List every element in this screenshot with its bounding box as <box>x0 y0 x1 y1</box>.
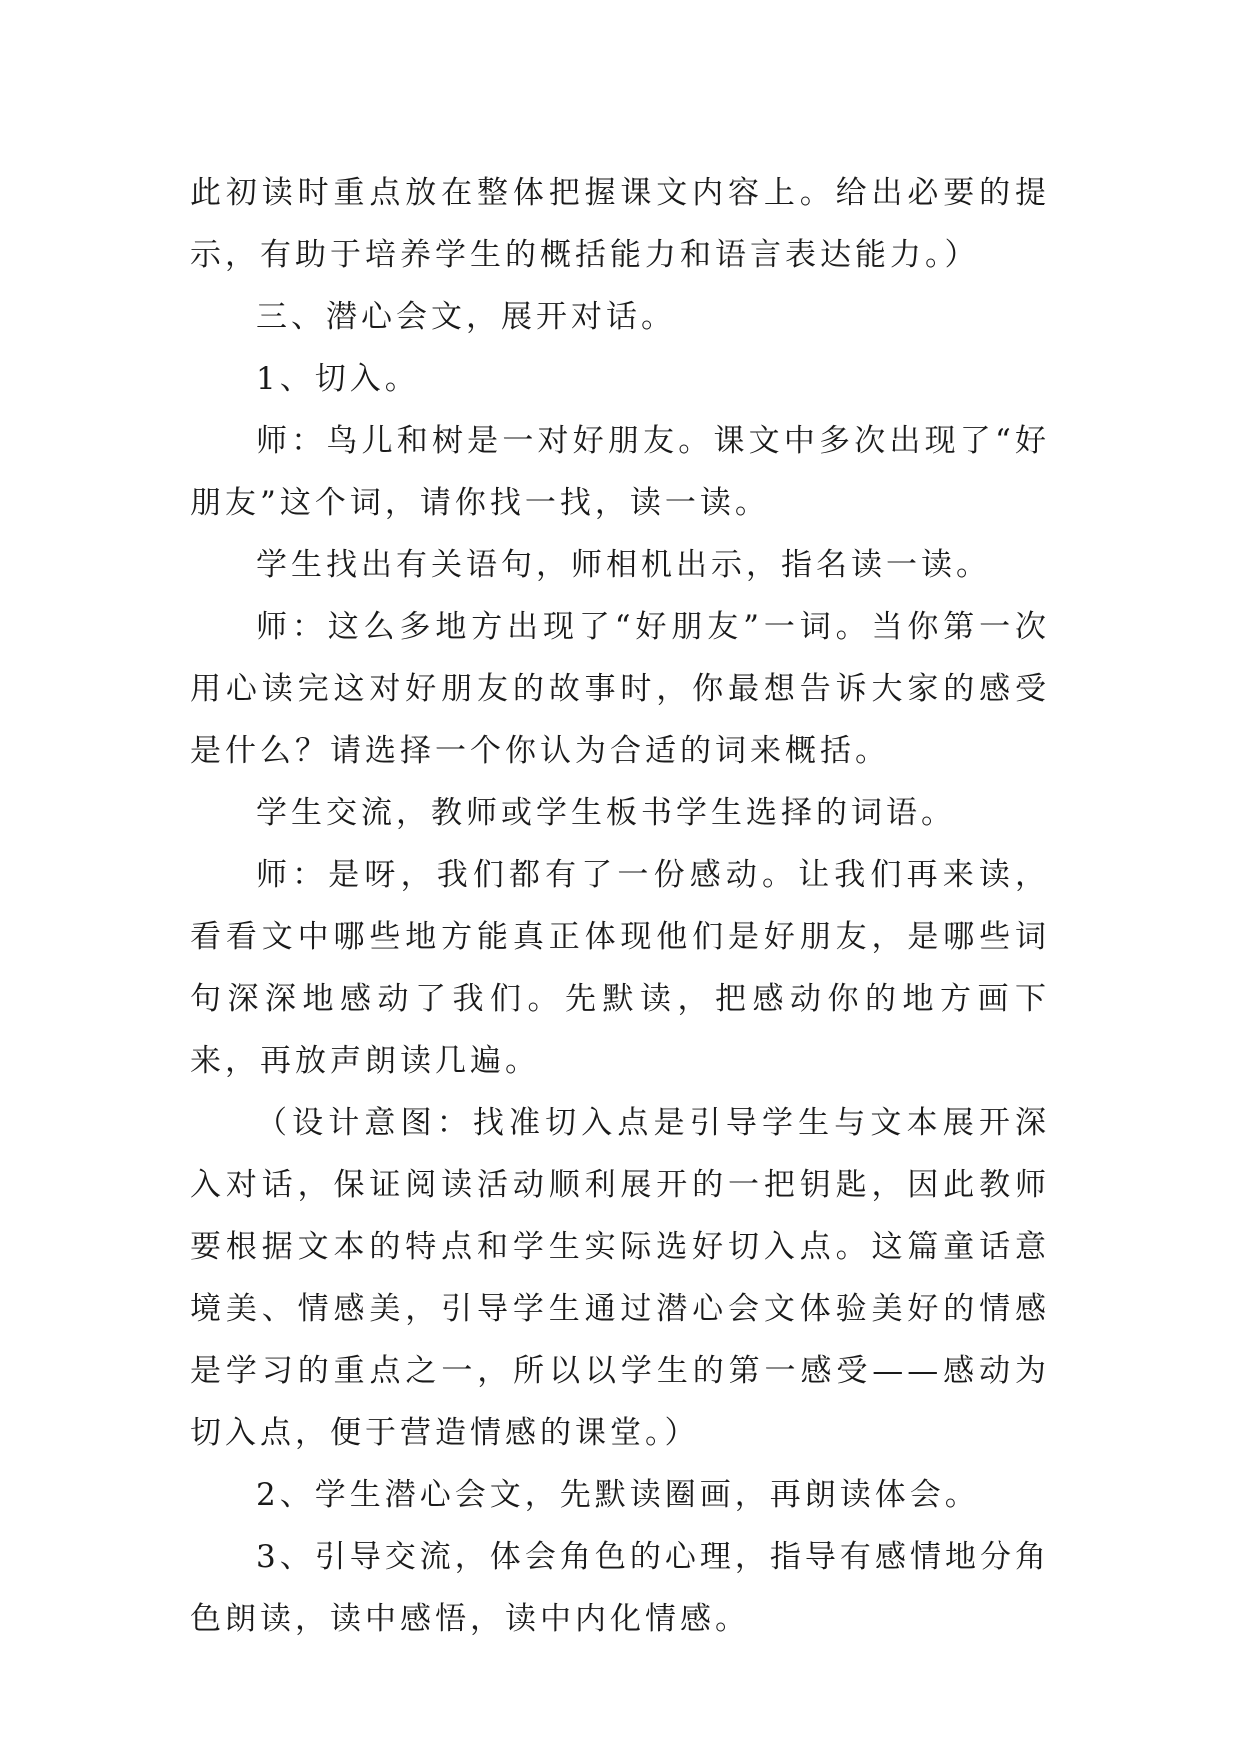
step-1-heading: 1、切入。 <box>256 361 420 397</box>
teacher-line-1: 师：鸟儿和树是一对好朋友。课文中多次出现了“好朋友”这个词，请你找一找，读一读。 <box>190 423 1050 521</box>
teacher-line-2: 师：这么多地方出现了“好朋友”一词。当你第一次用心读完这对好朋友的故事时，你最想告诉大家的感受是什么？请选择一个你认为合适的词来概括。 <box>190 609 1050 769</box>
document-body <box>190 162 1050 1650</box>
student-activity-1: 学生找出有关语句，师相机出示，指名读一读。 <box>256 547 991 583</box>
section-heading-3: 三、潜心会文，展开对话。 <box>256 299 676 335</box>
step-2: 2、学生潜心会文，先默读圈画，再朗读体会。 <box>256 1477 980 1513</box>
teacher-line-3: 师：是呀，我们都有了一份感动。让我们再来读，看看文中哪些地方能真正体现他们是好朋友，是哪些词句深深地感动了我们。先默读，把感动你的地方画下来，再放声朗读几遍。 <box>190 857 1050 1079</box>
design-intent-note: （设计意图：找准切入点是引导学生与文本展开深入对话，保证阅读活动顺利展开的一把钥匙，因此教师要根据文本的特点和学生实际选好切入点。这篇童话意境美、情感美，引导学生通过潜心会文体验美好的情感是学习的重点之一，所以以学生的第一感受——感动为切入点，便于营造情感的课堂。） <box>190 1105 1050 1451</box>
step-3: 3、引导交流，体会角色的心理，指导有感情地分角色朗读，读中感悟，读中内化情感。 <box>190 1539 1050 1637</box>
student-activity-2: 学生交流，教师或学生板书学生选择的词语。 <box>256 795 956 831</box>
paragraph-design-note-end: 此初读时重点放在整体把握课文内容上。给出必要的提示，有助于培养学生的概括能力和语言表达能力。） <box>190 175 1050 273</box>
